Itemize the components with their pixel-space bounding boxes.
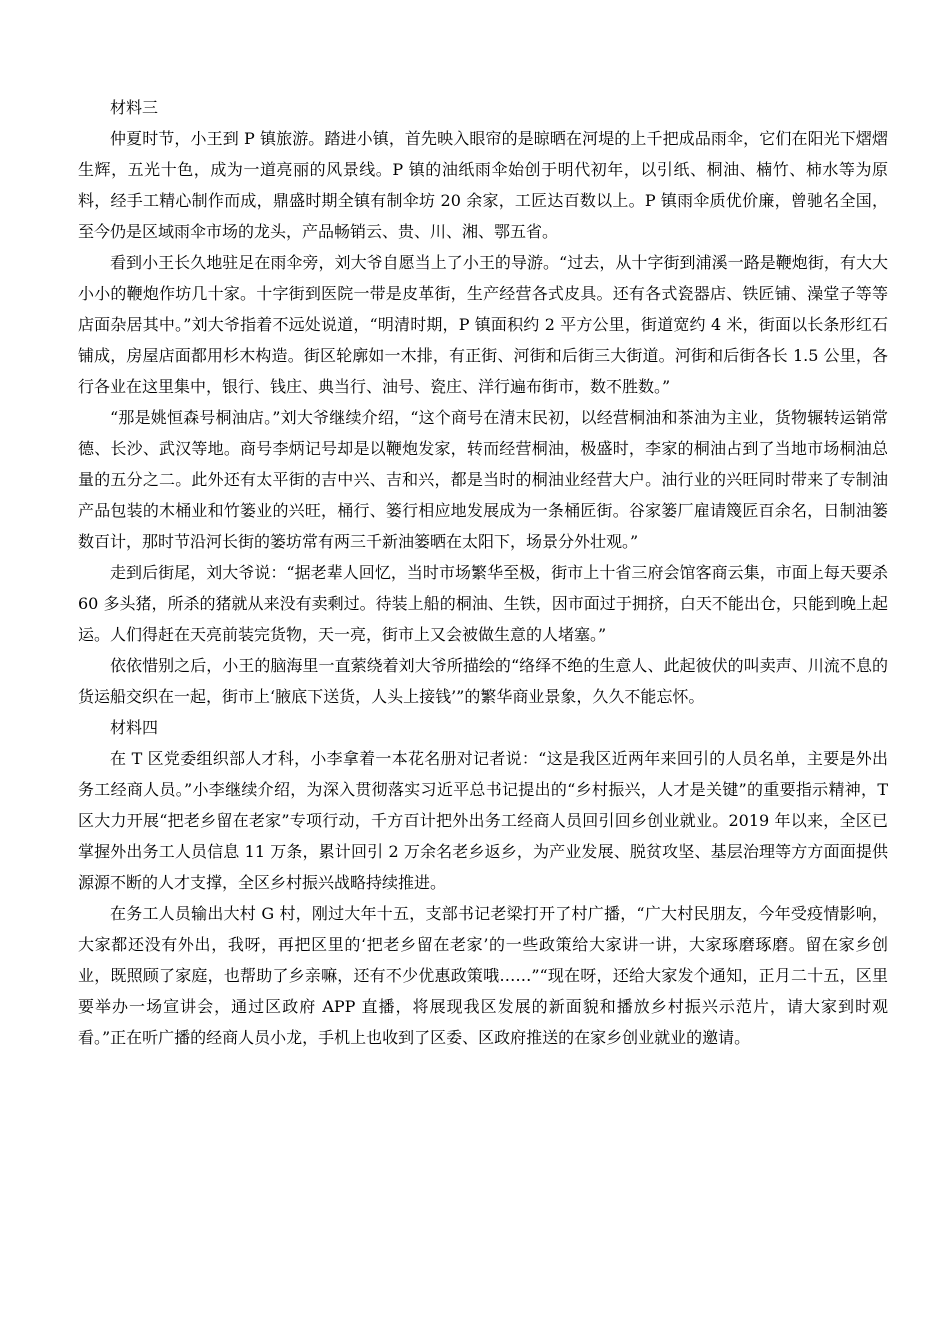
paragraph: 看到小王长久地驻足在雨伞旁，刘大爷自愿当上了小王的导游。“过去，从十字街到浦溪一路是鞭炮街，有大大小小的鞭炮作坊几十家。十字街到医院一带是皮革街，生产经营各式皮具。还有各式瓷器店、铁匠铺、澡堂子等等店面杂居其中。”刘大爷指着不远处说道，“明清时期，P 镇面积约 2 平方公里，街道宽约 4 米，街面以长条形红石铺成，房屋店面都用杉木构造。街区轮廓如一木排，有正街、河街和后街三大街道。河街和后街各长 1.5 公里，各行各业在这里集中，银行、钱庄、典当行、油号、瓷庄、洋行遍布街市，数不胜数。” [78,253,888,396]
paragraph: 在务工人员输出大村 G 村，刚过大年十五，支部书记老梁打开了村广播，“广大村民朋友，今年受疫情影响，大家都还没有外出，我呀，再把区里的‘把老乡留在老家’的一些政策给大家讲一讲，大家琢磨琢磨。留在家乡创业，既照顾了家庭，也帮助了乡亲嘛，还有不少优惠政策哦……”“现在呀，还给大家发个通知，正月二十五，区里要举办一场宣讲会，通过区政府 APP 直播，将展现我区发展的新面貌和播放乡村振兴示范片，请大家到时观看。”正在听广播的经商人员小龙，手机上也收到了区委、区政府推送的在家乡创业就业的邀请。 [78,904,888,1047]
paragraph: 在 T 区党委组织部人才科，小李拿着一本花名册对记者说：“这是我区近两年来回引的人员名单，主要是外出务工经商人员。”小李继续介绍，为深入贯彻落实习近平总书记提出的“乡村振兴，人才是关键”的重要指示精神，T 区大力开展“把老乡留在老家”专项行动，千方百计把外出务工经商人员回引回乡创业就业。2019 年以来，全区已掌握外出务工人员信息 11 万条，累计回引 2 万余名老乡返乡，为产业发展、脱贫攻坚、基层治理等方方面面提供源源不断的人才支撑，全区乡村振兴战略持续推进。 [78,749,888,892]
paragraph: “那是姚恒森号桐油店。”刘大爷继续介绍，“这个商号在清末民初，以经营桐油和茶油为主业，货物辗转运销常德、长沙、武汉等地。商号李炳记号却是以鞭炮发家，转而经营桐油，极盛时，李家的桐油占到了当地市场桐油总量的五分之二。此外还有太平街的吉中兴、吉和兴，都是当时的桐油业经营大户。油行业的兴旺同时带来了专制油产品包装的木桶业和竹篓业的兴旺，桶行、篓行相应地发展成为一条桶匠街。谷家篓厂雇请篾匠百余名，日制油篓数百计，那时节沿河长街的篓坊常有两三千新油篓晒在太阳下，场景分外壮观。” [78,408,888,551]
paragraph: 走到后街尾，刘大爷说：“据老辈人回忆，当时市场繁华至极，街市上十省三府会馆客商云集，市面上每天要杀 60 多头猪，所杀的猪就从来没有卖剩过。待装上船的桐油、生铁，因市面过于拥挤，白天不能出仓，只能到晚上起运。人们得赶在天亮前装完货物，天一亮，街市上又会被做生意的人堵塞。” [78,563,888,644]
paragraph: 仲夏时节，小王到 P 镇旅游。踏进小镇，首先映入眼帘的是晾晒在河堤的上千把成品雨伞，它们在阳光下熠熠生辉，五光十色，成为一道亮丽的风景线。P 镇的油纸雨伞始创于明代初年，以引纸、桐油、楠竹、柿水等为原料，经手工精心制作而成，鼎盛时期全镇有制伞坊 20 余家，工匠达百数以上。P 镇雨伞质优价廉，曾驰名全国，至今仍是区域雨伞市场的龙头，产品畅销云、贵、川、湘、鄂五省。 [78,129,888,241]
section-heading-material-4: 材料四 [110,718,159,737]
paragraph: 依依惜别之后，小王的脑海里一直萦绕着刘大爷所描绘的“络绎不绝的生意人、此起彼伏的叫卖声、川流不息的货运船交织在一起，街市上‘腋底下送货，人头上接钱’”的繁华商业景象，久久不能忘怀。 [78,656,888,706]
document-body [78,92,888,1053]
section-heading-material-3: 材料三 [110,98,159,117]
